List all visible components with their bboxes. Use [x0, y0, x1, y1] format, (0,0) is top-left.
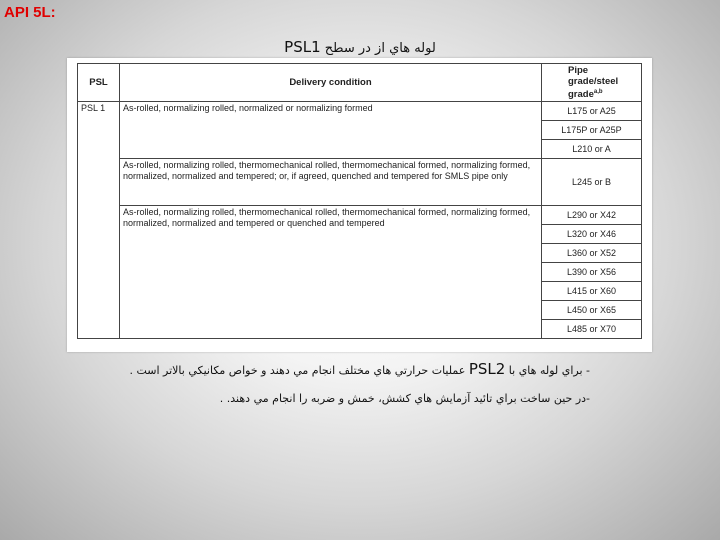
grade-cell: L245 or B [542, 159, 642, 206]
api-title: API 5L: [4, 4, 56, 21]
grade-cell: L320 or X46 [542, 225, 642, 244]
notes [110, 360, 590, 418]
grade-cell: L210 or A [542, 140, 642, 159]
grade-cell: L450 or X65 [542, 301, 642, 320]
table-header-row [78, 64, 642, 102]
header-psl: PSL [78, 64, 120, 102]
note-1-post: عمليات حرارتي هاي مختلف انجام مي دهند و خواص مكانيكي بالاتر است . [129, 364, 466, 377]
psl-heading [250, 38, 470, 56]
grade-cell: L360 or X52 [542, 244, 642, 263]
note-1-code: PSL2 [468, 360, 506, 378]
table-row [78, 206, 642, 225]
grade-cell: L415 or X60 [542, 282, 642, 301]
table-row [78, 159, 642, 206]
table-image-frame [67, 58, 652, 352]
header-delivery-condition: Delivery condition [120, 64, 542, 102]
psl-heading-code: PSL1 [284, 38, 321, 56]
grade-cell: L175P or A25P [542, 121, 642, 140]
grade-cell: L390 or X56 [542, 263, 642, 282]
grade-cell: L290 or X42 [542, 206, 642, 225]
note-line-1 [110, 360, 590, 380]
delivery-condition-cell: As-rolled, normalizing rolled, thermomechanical rolled, thermomechanical formed, normalizing formed, normalized, normalized and tempered or quenched and tempered [120, 206, 542, 339]
note-line-2: -در حين ساخت براي تائيد آزمايش هاي كشش، خمش و ضربه را انجام مي دهند. . [219, 392, 590, 405]
grade-cell: L485 or X70 [542, 320, 642, 339]
psl-cell: PSL 1 [78, 102, 120, 339]
psl1-delivery-table [77, 63, 642, 339]
delivery-condition-cell: As-rolled, normalizing rolled, normalized or normalizing formed [120, 102, 542, 159]
note-1-pre: - براي لوله هاي با [508, 364, 590, 377]
psl-heading-text: لوله هاي از در سطح [324, 41, 436, 56]
header-pipe-grade: Pipe grade/steel grade$^{a,b}$ [542, 64, 642, 102]
table-row [78, 102, 642, 121]
grade-cell: L175 or A25 [542, 102, 642, 121]
delivery-condition-cell: As-rolled, normalizing rolled, thermomechanical rolled, thermomechanical formed, normalizing formed, normalized, normalized and tempered; or, if agreed, quenched and tempered for SMLS pipe only [120, 159, 542, 206]
